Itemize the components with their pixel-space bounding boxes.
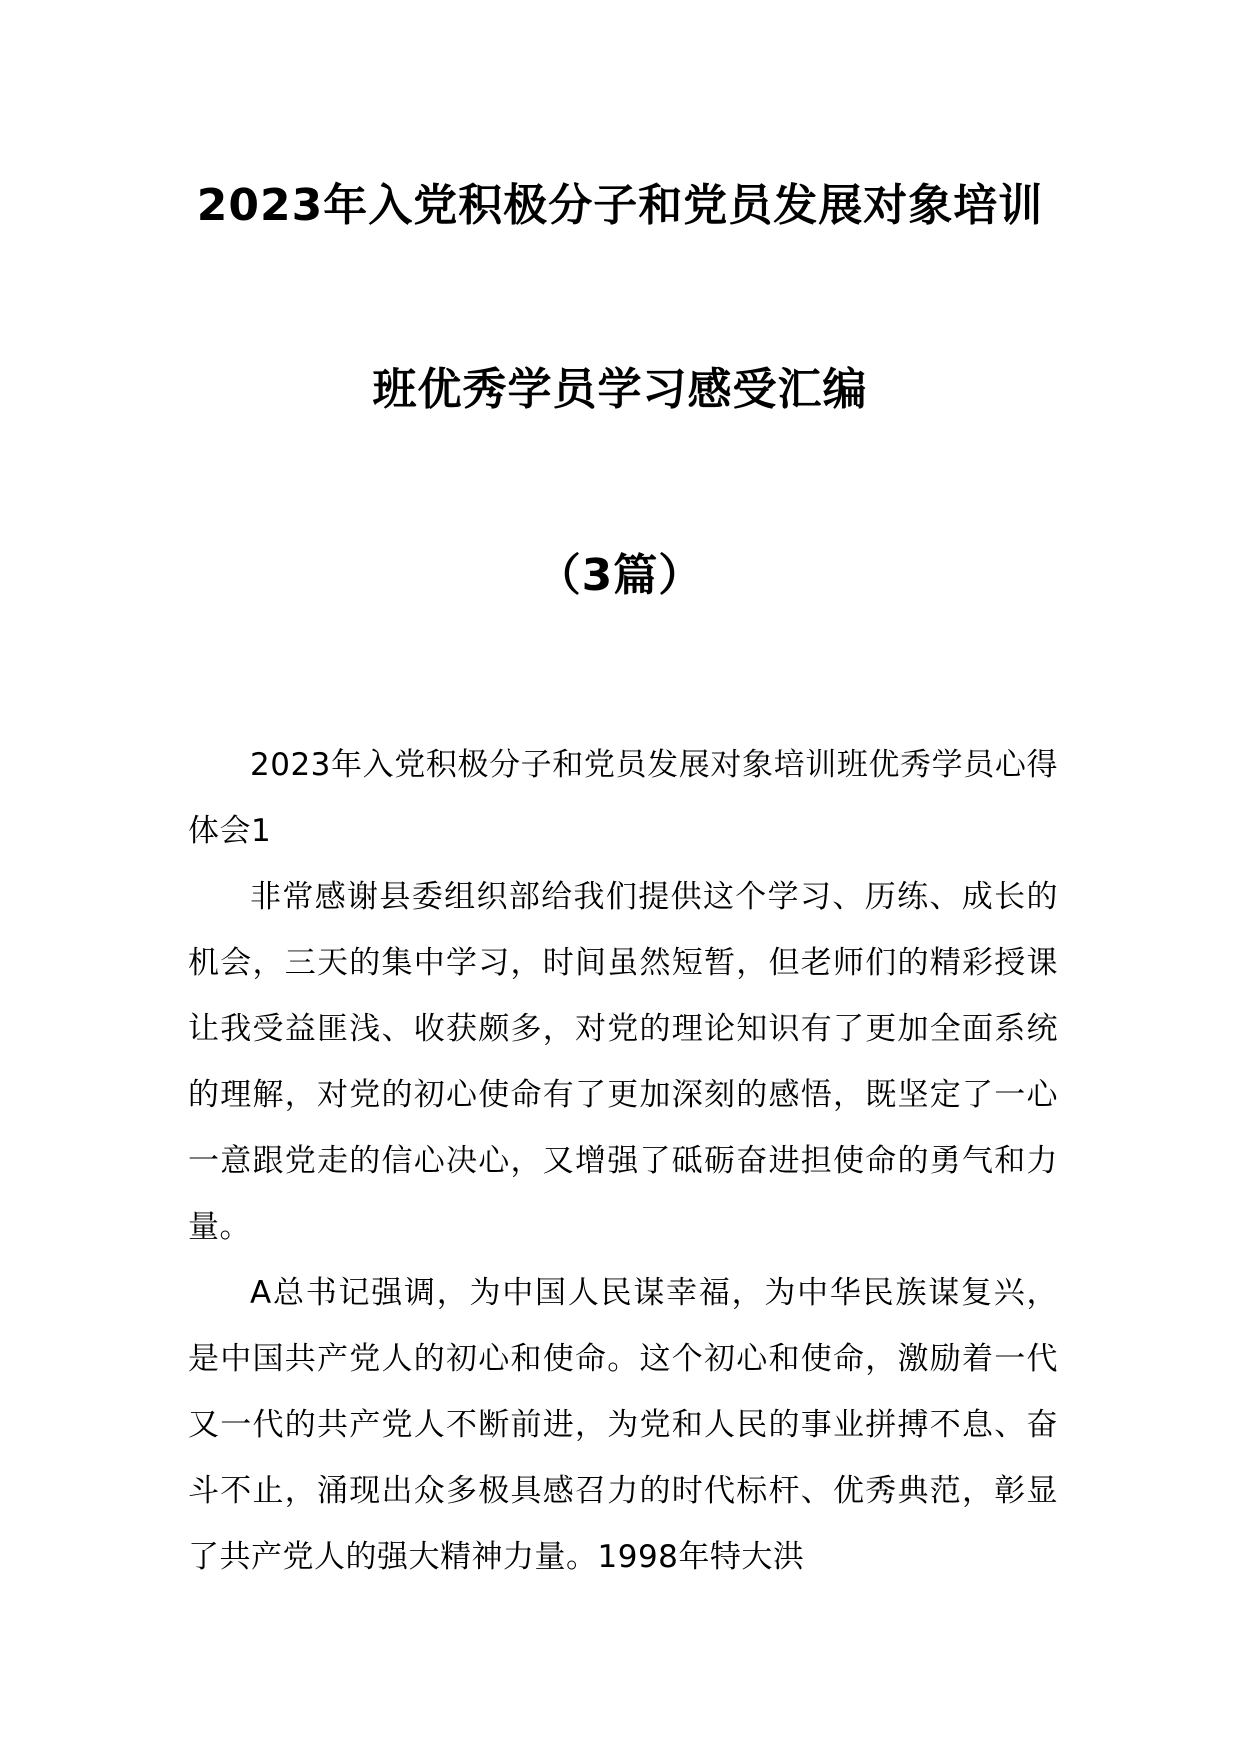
body-paragraph: A总书记强调，为中国人民谋幸福，为中华民族谋复兴，是中国共产党人的初心和使命。这个初心和使命，激励着一代又一代的共产党人不断前进，为党和人民的事业拼搏不息、奋斗不止，涌现出众多极具感召力的时代标杆、优秀典范，彰显了共产党人的强大精神力量。1998年特大洪 (188, 1275, 1058, 1575)
document-title-count: （3篇） (536, 550, 704, 601)
body-paragraph: 非常感谢县委组织部给我们提供这个学习、历练、成长的机会，三天的集中学习，时间虽然短暂，但老师们的精彩授课让我受益匪浅、收获颇多，对党的理论知识有了更加全面系统的理解，对党的初心使命有了更加深刻的感悟，既坚定了一心一意跟党走的信心决心，又增强了砥砺奋进担使命的勇气和力量。 (188, 879, 1058, 1245)
document-title-line-1: 2023年入党积极分子和党员发展对象培训 (196, 180, 1044, 231)
section-heading-paragraph: 2023年入党积极分子和党员发展对象培训班优秀学员心得体会1 (188, 747, 1058, 849)
document-body (188, 732, 1058, 1590)
document-title-line-2: 班优秀学员学习感受汇编 (372, 364, 868, 415)
